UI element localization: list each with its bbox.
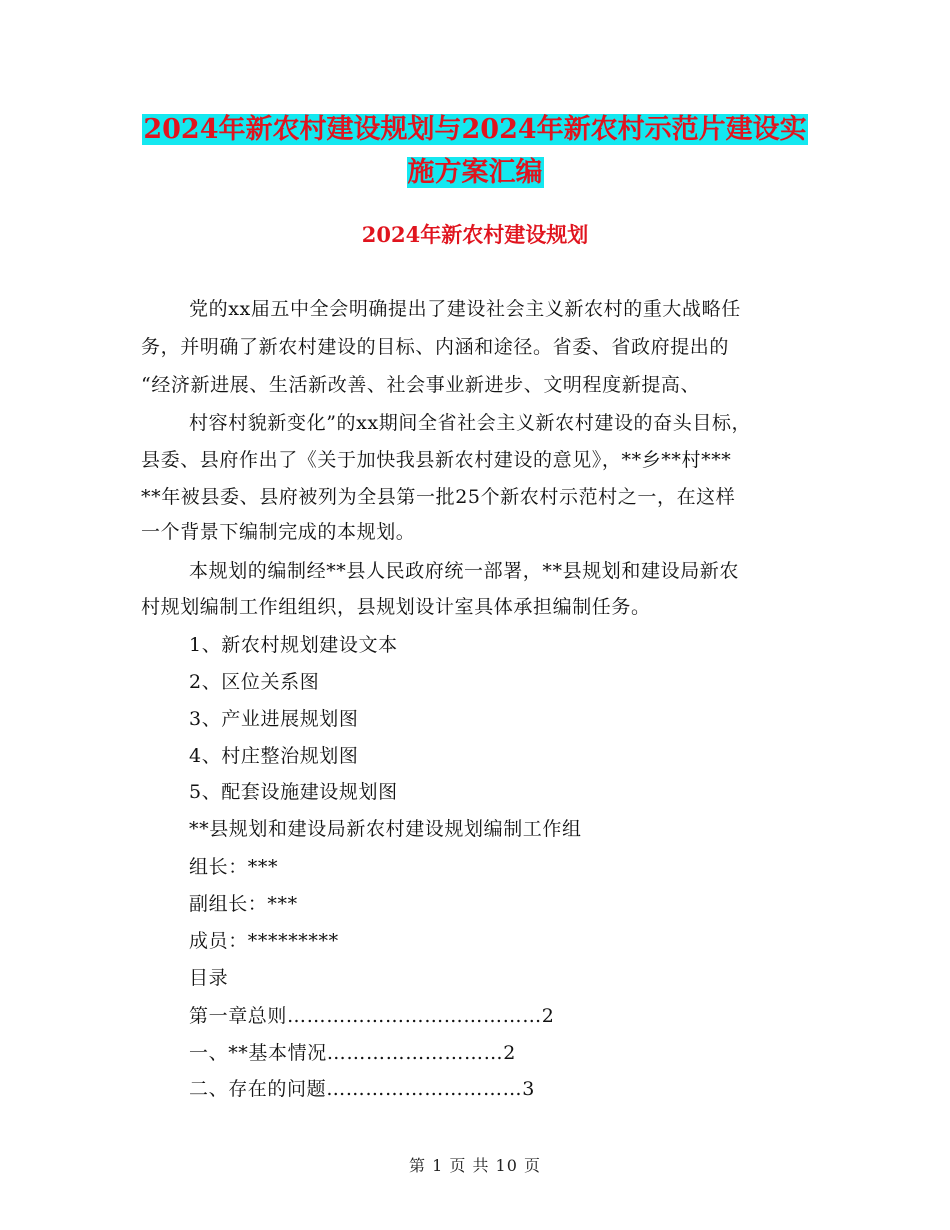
list-item: 2、区位关系图 (189, 671, 320, 693)
list-item: 5、配套设施建设规划图 (189, 781, 398, 803)
deputy-group-leader: 副组长：*** (189, 893, 298, 915)
section-heading: 2024年新农村建设规划 (361, 222, 589, 247)
group-leader: 组长：*** (189, 856, 279, 878)
paragraph-line: 村容村貌新变化”的xx期间全省社会主义新农村建设的奋头目标， (189, 412, 752, 434)
paragraph-line: 本规划的编制经**县人民政府统一部署，**县规划和建设局新农 (189, 560, 740, 582)
toc-entry: 二、存在的问题…………………………3 (189, 1078, 535, 1100)
list-item: 1、新农村规划建设文本 (189, 634, 398, 656)
paragraph-line: 党的xx届五中全会明确提出了建设社会主义新农村的重大战略任 (189, 298, 741, 320)
paragraph-line: 一个背景下编制完成的本规划。 (141, 521, 416, 543)
paragraph-line: **年被县委、县府被列为全县第一批25个新农村示范村之一，在这样 (141, 486, 736, 508)
list-item: 3、产业进展规划图 (189, 708, 359, 730)
document-title-line-1: 2024年新农村建设规划与2024年新农村示范片建设实 (143, 114, 807, 145)
page-footer: 第 1 页 共 10 页 (409, 1156, 541, 1175)
working-group-name: **县规划和建设局新农村建设规划编制工作组 (189, 818, 582, 840)
paragraph-line: 务，并明确了新农村建设的目标、内涵和途径。省委、省政府提出的 (141, 336, 730, 358)
paragraph-line: “经济新进展、生活新改善、社会事业新进步、文明程度新提高、 (141, 374, 701, 396)
paragraph-line: 村规划编制工作组组织，县规划设计室具体承担编制任务。 (141, 596, 651, 618)
list-item: 4、村庄整治规划图 (189, 745, 359, 767)
toc-entry: 一、**基本情况………………………2 (189, 1042, 516, 1064)
document-title-line-2: 施方案汇编 (407, 157, 543, 188)
toc-entry: 第一章总则…………………………………2 (189, 1005, 555, 1027)
paragraph-line: 县委、县府作出了《关于加快我县新农村建设的意见》，**乡**村*** (141, 449, 732, 471)
toc-heading: 目录 (189, 967, 229, 989)
group-members: 成员：********* (189, 930, 339, 952)
